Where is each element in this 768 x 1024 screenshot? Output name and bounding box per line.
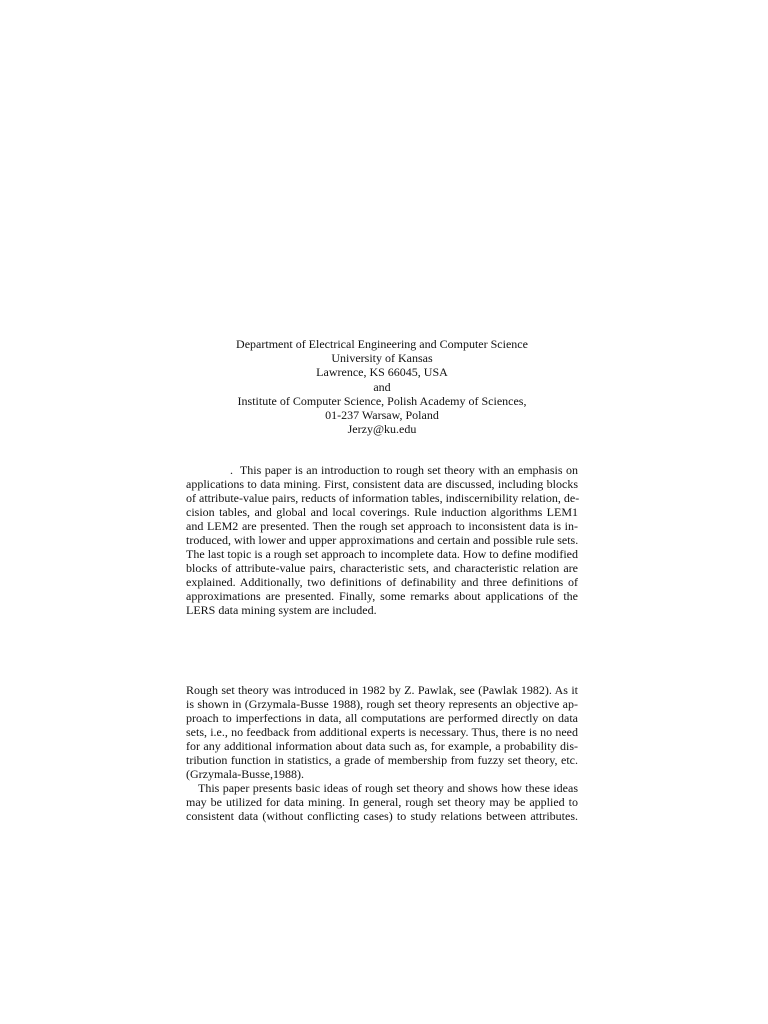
author-affiliation [186, 337, 578, 436]
abstract-line: . This paper is an introduction to rough set theory with an emphasis on [230, 463, 579, 477]
abstract-line: cision tables, and global and local coverings. Rule induction algorithms LEM1 [186, 505, 578, 519]
intro-line: Rough set theory was introduced in 1982 by Z. Pawlak, see (Pawlak 1982). As it [186, 683, 578, 697]
abstract-line: approximations are presented. Finally, some remarks about applications of the [186, 589, 578, 603]
abstract-line: applications to data mining. First, consistent data are discussed, including blocks [186, 477, 578, 491]
intro-line: proach to imperfections in data, all computations are performed directly on data [186, 711, 578, 725]
abstract-lead: . [230, 463, 233, 477]
abstract [186, 463, 578, 617]
affiliation-city-2: 01-237 Warsaw, Poland [325, 408, 439, 423]
abstract-line: explained. Additionally, two definitions of definability and three definitions of [186, 575, 578, 589]
abstract-line: LERS data mining system are included. [186, 603, 377, 617]
introduction-section [186, 683, 578, 823]
intro-line: This paper presents basic ideas of rough set theory and shows how these ideas [198, 781, 578, 795]
intro-line: may be utilized for data mining. In general, rough set theory may be applied to [186, 795, 578, 809]
intro-line: (Grzymala-Busse,1988). [186, 767, 304, 781]
intro-line: tribution function in statistics, a grade of membership from fuzzy set theory, etc. [186, 753, 578, 767]
abstract-line: of attribute-value pairs, reducts of information tables, indiscernibility relation, de- [186, 491, 580, 505]
abstract-line: and LEM2 are presented. Then the rough set approach to inconsistent data is in- [186, 519, 578, 533]
affiliation-university: University of Kansas [331, 351, 433, 366]
intro-line: sets, i.e., no feedback from additional experts is necessary. Thus, there is no need [186, 725, 578, 739]
affiliation-department: Department of Electrical Engineering and Computer Science [236, 337, 528, 351]
affiliation-city: Lawrence, KS 66045, USA [316, 365, 448, 380]
intro-line: consistent data (without conflicting cases) to study relations between attributes. [186, 809, 578, 823]
author-email: Jerzy@ku.edu [347, 422, 417, 437]
intro-line: for any additional information about data such as, for example, a probability dis- [186, 739, 578, 753]
abstract-line: blocks of attribute-value pairs, characteristic sets, and characteristic relation are [186, 561, 578, 575]
affiliation-and: and [373, 379, 391, 394]
affiliation-institute: Institute of Computer Science, Polish Academy of Sciences, [237, 393, 527, 408]
abstract-line: troduced, with lower and upper approximations and certain and possible rule sets. [186, 533, 579, 547]
abstract-line: The last topic is a rough set approach to incomplete data. How to define modified [186, 547, 578, 561]
intro-line: is shown in (Grzymala-Busse 1988), rough set theory represents an objective ap- [186, 697, 578, 711]
